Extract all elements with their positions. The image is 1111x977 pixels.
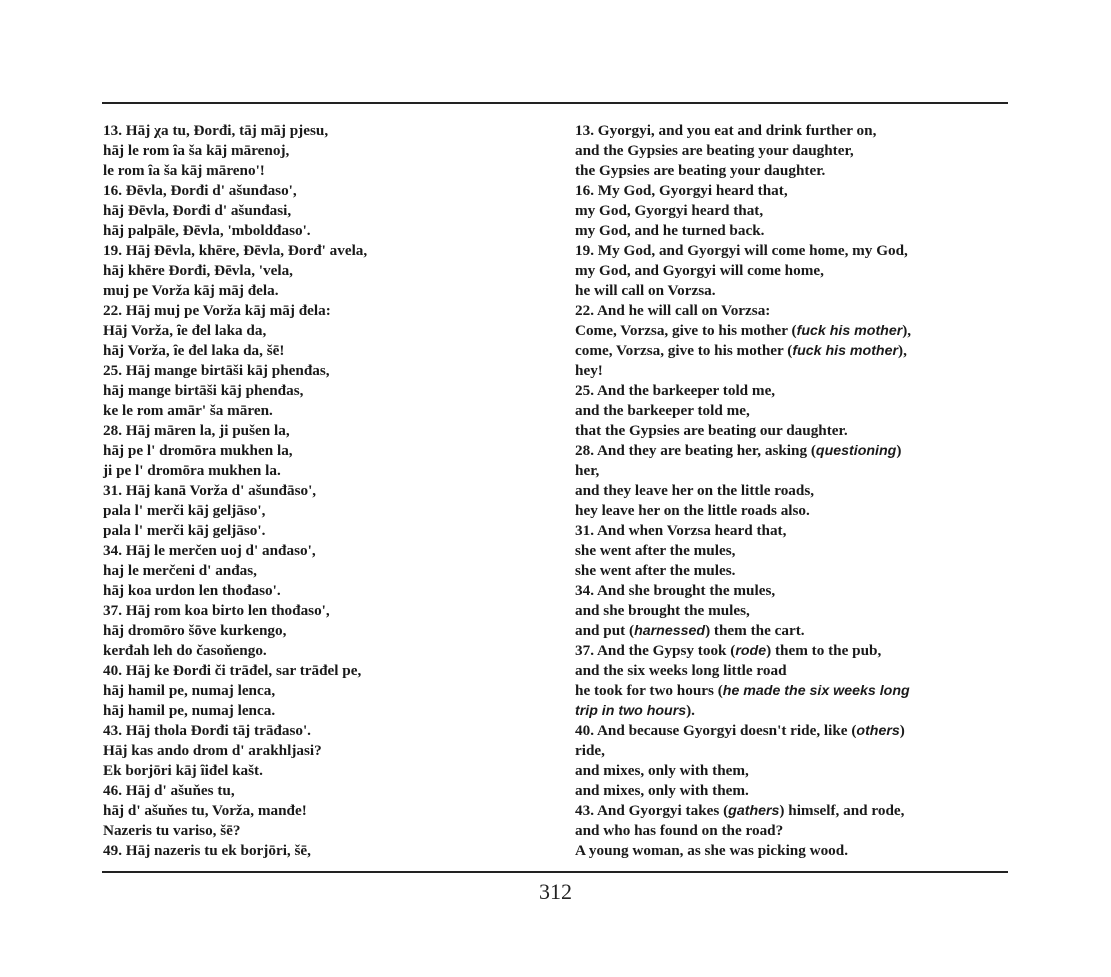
top-rule	[102, 102, 1008, 104]
romani-verse-line: hāj Đēvla, Đorđi d' ašunđasi,	[103, 202, 292, 219]
italic-gloss: questioning	[815, 443, 897, 459]
translation-line	[575, 281, 995, 301]
romani-verse-line: hāj hamil pe, numaj lenca.	[103, 702, 276, 719]
romani-verse-line: Nazeris tu variso, šē?	[103, 822, 241, 839]
translation-line	[575, 681, 995, 701]
translation-text: 37. And the Gypsy took (	[575, 642, 736, 659]
translation-text: 31. And when Vorzsa heard that,	[575, 522, 787, 539]
romani-verse-line: hāj palpāle, Đēvla, 'mboldđaso'.	[103, 222, 311, 239]
translation-line	[575, 481, 995, 501]
italic-gloss: he made the six weeks long	[722, 683, 910, 699]
translation-text: come, Vorzsa, give to his mother (	[575, 342, 793, 359]
romani-verse-line: pala l' merči kāj geljāso'.	[103, 522, 266, 539]
romani-verse-line: le rom ȋa ša kāj māreno'!	[103, 162, 265, 179]
translation-text: and mixes, only with them,	[575, 762, 749, 779]
translation-line	[575, 521, 995, 541]
translation-line	[575, 341, 995, 361]
translation-text: ) them the cart.	[705, 622, 805, 639]
translation-text: ride,	[575, 742, 605, 759]
translation-line	[575, 741, 995, 761]
translation-text: ),	[898, 342, 907, 359]
translation-text: 28. And they are beating her, asking (	[575, 442, 816, 459]
translation-text: ) himself, and rode,	[779, 802, 905, 819]
romani-verse-line: kerđah leh do časoňengo.	[103, 642, 267, 659]
translation-text: 16. My God, Gyorgyi heard that,	[575, 182, 788, 199]
translation-line	[575, 181, 995, 201]
italic-gloss: fuck his mother	[792, 343, 899, 359]
romani-verse-line: hāj hamil pe, numaj lenca,	[103, 682, 276, 699]
romani-verse-line: Ek borjōri kāj ȋiđel kašt.	[103, 762, 263, 779]
romani-verse-line: 37. Hāj rom koa birto len thođaso',	[103, 602, 330, 619]
romani-verse-line: Hāj kas ando drom d' arakhljasi?	[103, 742, 322, 759]
translation-line	[575, 141, 995, 161]
translation-text: 19. My God, and Gyorgyi will come home, my God,	[575, 242, 908, 259]
english-translation-column	[575, 121, 995, 861]
romani-verse-line: muj pe Vorža kāj māj đela.	[103, 282, 279, 299]
translation-line	[575, 421, 995, 441]
translation-text: and the Gypsies are beating your daughter,	[575, 142, 854, 159]
romani-verse-line: 34. Hāj le merčen uoj d' anđaso',	[103, 542, 316, 559]
romani-verse-line: haj le merčeni d' anđas,	[103, 562, 257, 579]
translation-text: and she brought the mules,	[575, 602, 750, 619]
romani-verse-line: 40. Hāj ke Đorđi či trāđel, sar trāđel pe,	[103, 662, 362, 679]
romani-verse-line: 43. Hāj thola Đorđi tāj trāđaso'.	[103, 722, 311, 739]
romani-verse-line: 19. Hāj Đēvla, khēre, Đēvla, Đorđ' avela,	[103, 242, 368, 259]
translation-line	[575, 601, 995, 621]
romani-verse-line: 49. Hāj nazeris tu ek borjōri, šē,	[103, 842, 311, 859]
translation-text: my God, Gyorgyi heard that,	[575, 202, 764, 219]
translation-line	[575, 221, 995, 241]
italic-gloss: others	[856, 723, 900, 739]
romani-verse-line: pala l' merči kāj geljāso',	[103, 502, 266, 519]
translation-text: hey!	[575, 362, 603, 379]
translation-text: the Gypsies are beating your daughter.	[575, 162, 826, 179]
page-number: 312	[539, 879, 572, 904]
translation-text: 13. Gyorgyi, and you eat and drink further on,	[575, 122, 877, 139]
translation-line	[575, 581, 995, 601]
romani-verse-line: 28. Hāj māren la, ji pušen la,	[103, 422, 290, 439]
translation-text: she went after the mules,	[575, 542, 736, 559]
romani-verse-line: hāj dromōro šōve kurkengo,	[103, 622, 287, 639]
translation-text: and mixes, only with them.	[575, 782, 749, 799]
bottom-rule	[102, 871, 1008, 873]
translation-text: hey leave her on the little roads also.	[575, 502, 810, 519]
romani-verse-line: hāj le rom ȋa ša kāj mārenoj,	[103, 142, 290, 159]
romani-text-column	[103, 121, 543, 861]
romani-verse-line: 16. Đēvla, Đorđi d' ašunđaso',	[103, 182, 297, 199]
translation-line	[575, 701, 995, 721]
translation-text: ) them to the pub,	[766, 642, 882, 659]
translation-line	[575, 261, 995, 281]
translation-text: and they leave her on the little roads,	[575, 482, 815, 499]
translation-text: ).	[686, 702, 695, 719]
romani-verse-line: Hāj Vorža, ȋe đel laka da,	[103, 322, 267, 339]
translation-line	[575, 121, 995, 141]
translation-text: that the Gypsies are beating our daughter.	[575, 422, 848, 439]
romani-verse-line: hāj khēre Đorđi, Đēvla, 'vela,	[103, 262, 293, 279]
romani-verse-line: hāj mange birtāši kāj phenđas,	[103, 382, 304, 399]
translation-text: )	[899, 722, 905, 739]
translation-text: and put (	[575, 622, 635, 639]
romani-verse-line: 46. Hāj d' ašuňes tu,	[103, 782, 235, 799]
translation-text: he took for two hours (	[575, 682, 723, 699]
translation-line	[575, 501, 995, 521]
translation-text: and the six weeks long little road	[575, 662, 787, 679]
translation-text: 40. And because Gyorgyi doesn't ride, like (	[575, 722, 857, 739]
translation-line	[575, 821, 995, 841]
romani-verse-line: 22. Hāj muj pe Vorža kāj māj đela:	[103, 302, 331, 319]
translation-line	[575, 541, 995, 561]
translation-line	[575, 161, 995, 181]
translation-line	[575, 201, 995, 221]
translation-line	[575, 301, 995, 321]
translation-line	[575, 661, 995, 681]
translation-line	[575, 361, 995, 381]
translation-line	[575, 761, 995, 781]
translation-line	[575, 441, 995, 461]
translation-line	[575, 321, 995, 341]
translation-line	[575, 561, 995, 581]
translation-text: Come, Vorzsa, give to his mother (	[575, 322, 797, 339]
translation-text: and who has found on the road?	[575, 822, 784, 839]
translation-text: her,	[575, 462, 600, 479]
romani-verse-line: 13. Hāj χa tu, Đorđi, tāj māj pjesu,	[103, 122, 329, 139]
translation-line	[575, 241, 995, 261]
romani-verse-line: hāj pe l' dromōra mukhen la,	[103, 442, 293, 459]
romani-verse-line: hāj koa urdon len thođaso'.	[103, 582, 281, 599]
translation-line	[575, 401, 995, 421]
translation-line	[575, 801, 995, 821]
translation-text: ),	[902, 322, 912, 339]
romani-verse-line: ke le rom amār' ša māren.	[103, 402, 273, 419]
translation-text: my God, and Gyorgyi will come home,	[575, 262, 824, 279]
translation-text: and the barkeeper told me,	[575, 402, 750, 419]
romani-verse-line: 25. Hāj mange birtāši kāj phenđas,	[103, 362, 330, 379]
translation-line	[575, 721, 995, 741]
italic-gloss: harnessed	[634, 623, 706, 639]
translation-line	[575, 461, 995, 481]
italic-gloss: gathers	[728, 803, 780, 819]
translation-text: she went after the mules.	[575, 562, 736, 579]
translation-line	[575, 621, 995, 641]
romani-verse-line: ji pe l' dromōra mukhen la.	[103, 462, 281, 479]
translation-text: he will call on Vorzsa.	[575, 282, 716, 299]
translation-line	[575, 841, 995, 861]
translation-text: my God, and he turned back.	[575, 222, 765, 239]
translation-line	[575, 781, 995, 801]
italic-gloss: fuck his mother	[796, 323, 903, 339]
translation-text: 22. And he will call on Vorzsa:	[575, 302, 771, 319]
translation-line	[575, 381, 995, 401]
translation-text: 34. And she brought the mules,	[575, 582, 776, 599]
translation-text: )	[896, 442, 902, 459]
translation-text: 43. And Gyorgyi takes (	[575, 802, 729, 819]
italic-gloss: trip in two hours	[575, 703, 687, 719]
translation-text: 25. And the barkeeper told me,	[575, 382, 776, 399]
italic-gloss: rode	[735, 643, 767, 659]
translation-line	[575, 641, 995, 661]
romani-verse-line: hāj d' ašuňes tu, Vorža, manđe!	[103, 802, 307, 819]
romani-verse-line: 31. Hāj kanā Vorža d' ašunđāso',	[103, 482, 317, 499]
romani-verse-line: hāj Vorža, ȋe đel laka da, šē!	[103, 342, 285, 359]
translation-text: A young woman, as she was picking wood.	[575, 842, 849, 859]
